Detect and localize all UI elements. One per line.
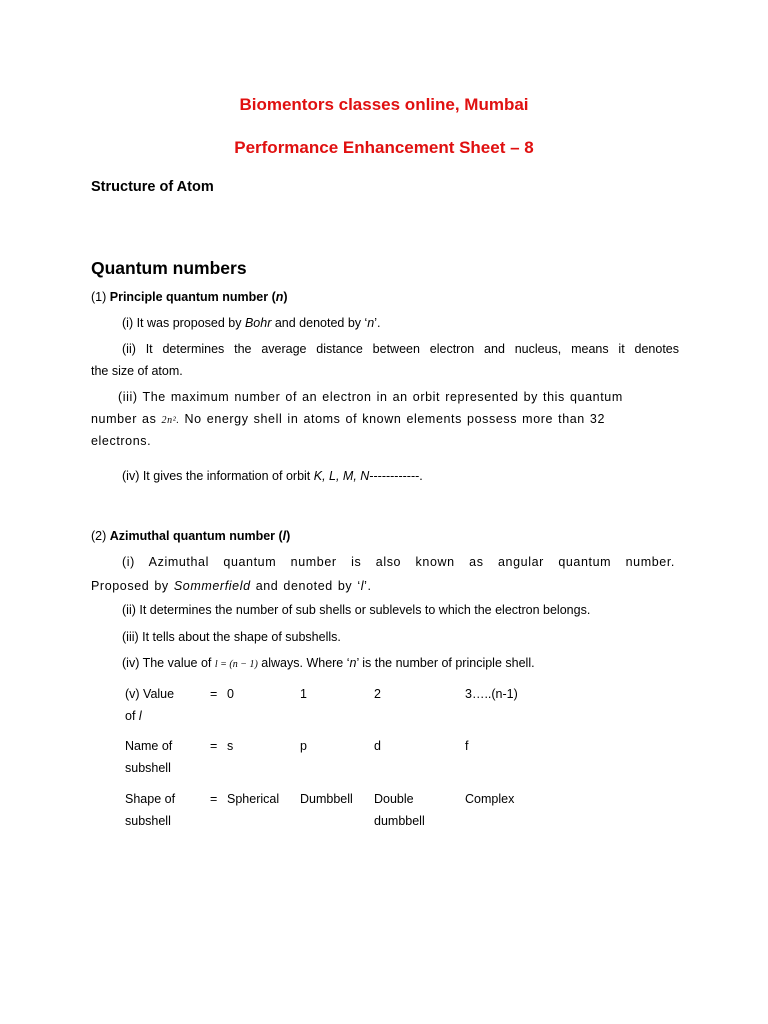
table-cell: 2 bbox=[374, 687, 381, 701]
principal-point-iii-line2 bbox=[91, 408, 605, 432]
principal-point-i bbox=[122, 312, 381, 334]
principal-iv-dashes: ------------. bbox=[369, 469, 423, 483]
header-title-institute: Biomentors classes online, Mumbai bbox=[239, 95, 529, 114]
table-row-label-of: of bbox=[125, 709, 139, 723]
azimuthal-point-i-line1: (i) Azimuthal quantum number is also known as angular quantum number. bbox=[122, 555, 675, 569]
azimuthal-iv-text: (iv) The value of bbox=[122, 656, 215, 670]
azimuthal-i-denoted: and denoted by ‘ bbox=[250, 579, 361, 593]
header-title-sheet: Performance Enhancement Sheet – 8 bbox=[234, 138, 534, 157]
table-row-label-l: l bbox=[138, 709, 142, 723]
table-row-label-text: (v) Value bbox=[125, 687, 175, 701]
principal-i-denoted: and denoted by ‘ bbox=[271, 316, 368, 330]
principal-symbol: n bbox=[275, 290, 284, 304]
principal-iv-text: (iv) It gives the information of orbit bbox=[122, 469, 314, 483]
azimuthal-close: ) bbox=[286, 529, 291, 543]
principal-number: (1) bbox=[91, 290, 110, 304]
table-cell: d bbox=[374, 739, 381, 753]
principal-label: Principle quantum number ( bbox=[109, 290, 276, 304]
principal-close: ) bbox=[283, 290, 288, 304]
table-cell: Double bbox=[374, 792, 414, 806]
principal-point-iii-line3: electrons. bbox=[91, 434, 152, 448]
principal-point-iv bbox=[122, 465, 423, 487]
principal-iii-prefix: number as bbox=[91, 412, 162, 426]
principal-i-end: ’. bbox=[374, 316, 381, 330]
table-cell: Dumbbell bbox=[300, 792, 353, 806]
principal-i-n: n bbox=[367, 316, 375, 330]
table-cell: 3…..(n-1) bbox=[465, 687, 518, 701]
table-cell: s bbox=[227, 739, 234, 753]
azimuthal-i-sommerfield: Sommerfield bbox=[173, 579, 251, 593]
table-cell: 0 bbox=[227, 687, 234, 701]
azimuthal-i-end: ’. bbox=[364, 579, 372, 593]
table-cell: 1 bbox=[300, 687, 307, 701]
azimuthal-number: (2) bbox=[91, 529, 110, 543]
azimuthal-point-i-line2 bbox=[91, 575, 372, 597]
azimuthal-symbol: l bbox=[282, 529, 287, 543]
azimuthal-i-proposed: Proposed by bbox=[91, 579, 174, 593]
azimuthal-iv-formula: l = (n − 1) bbox=[214, 659, 258, 670]
azimuthal-point-ii: (ii) It determines the number of sub shells or sublevels to which the electron belongs. bbox=[122, 603, 591, 617]
table-row-label-line2: subshell bbox=[125, 761, 171, 775]
azimuthal-iv-where: always. Where ‘ bbox=[257, 656, 350, 670]
topic-heading: Structure of Atom bbox=[91, 179, 214, 195]
table-cell: f bbox=[465, 739, 469, 753]
principal-point-ii-line1: (ii) It determines the average distance between electron and nucleus, means it denotes bbox=[122, 342, 679, 356]
principal-i-bohr: Bohr bbox=[244, 316, 272, 330]
table-row-label: Shape of bbox=[125, 792, 176, 806]
table-row-label bbox=[125, 683, 195, 705]
principal-subheading bbox=[91, 290, 288, 304]
principal-iii-formula: 2n². bbox=[161, 415, 180, 426]
azimuthal-i-l: l bbox=[360, 579, 365, 593]
table-eq: = bbox=[210, 792, 218, 806]
table-cell: Complex bbox=[465, 792, 515, 806]
table-row-label-line2: subshell bbox=[125, 814, 171, 828]
principal-point-ii-line2: the size of atom. bbox=[91, 364, 183, 378]
section-heading: Quantum numbers bbox=[91, 258, 247, 278]
azimuthal-iv-n: n bbox=[349, 656, 357, 670]
table-row-label-line1 bbox=[125, 683, 195, 705]
azimuthal-iv-end: ’ is the number of principle shell. bbox=[356, 656, 535, 670]
table-row-label-line2 bbox=[125, 705, 142, 727]
azimuthal-point-iv bbox=[122, 652, 535, 676]
principal-iii-suffix: No energy shell in atoms of known elements possess more than 32 bbox=[179, 412, 606, 426]
table-eq: = bbox=[210, 687, 218, 701]
azimuthal-subheading bbox=[91, 529, 290, 543]
table-row-label: Name of bbox=[125, 739, 173, 753]
azimuthal-label: Azimuthal quantum number ( bbox=[109, 529, 283, 543]
azimuthal-point-iii: (iii) It tells about the shape of subshells. bbox=[122, 630, 341, 644]
principal-point-iii-line1: (iii) The maximum number of an electron in an orbit represented by this quantum bbox=[118, 390, 623, 404]
principal-iv-orbits: K, L, M, N bbox=[313, 469, 370, 483]
table-cell: Spherical bbox=[227, 792, 280, 806]
principal-i-text: (i) It was proposed by bbox=[122, 316, 245, 330]
table-eq: = bbox=[210, 739, 218, 753]
table-cell-line2: dumbbell bbox=[374, 814, 425, 828]
table-cell: p bbox=[300, 739, 307, 753]
